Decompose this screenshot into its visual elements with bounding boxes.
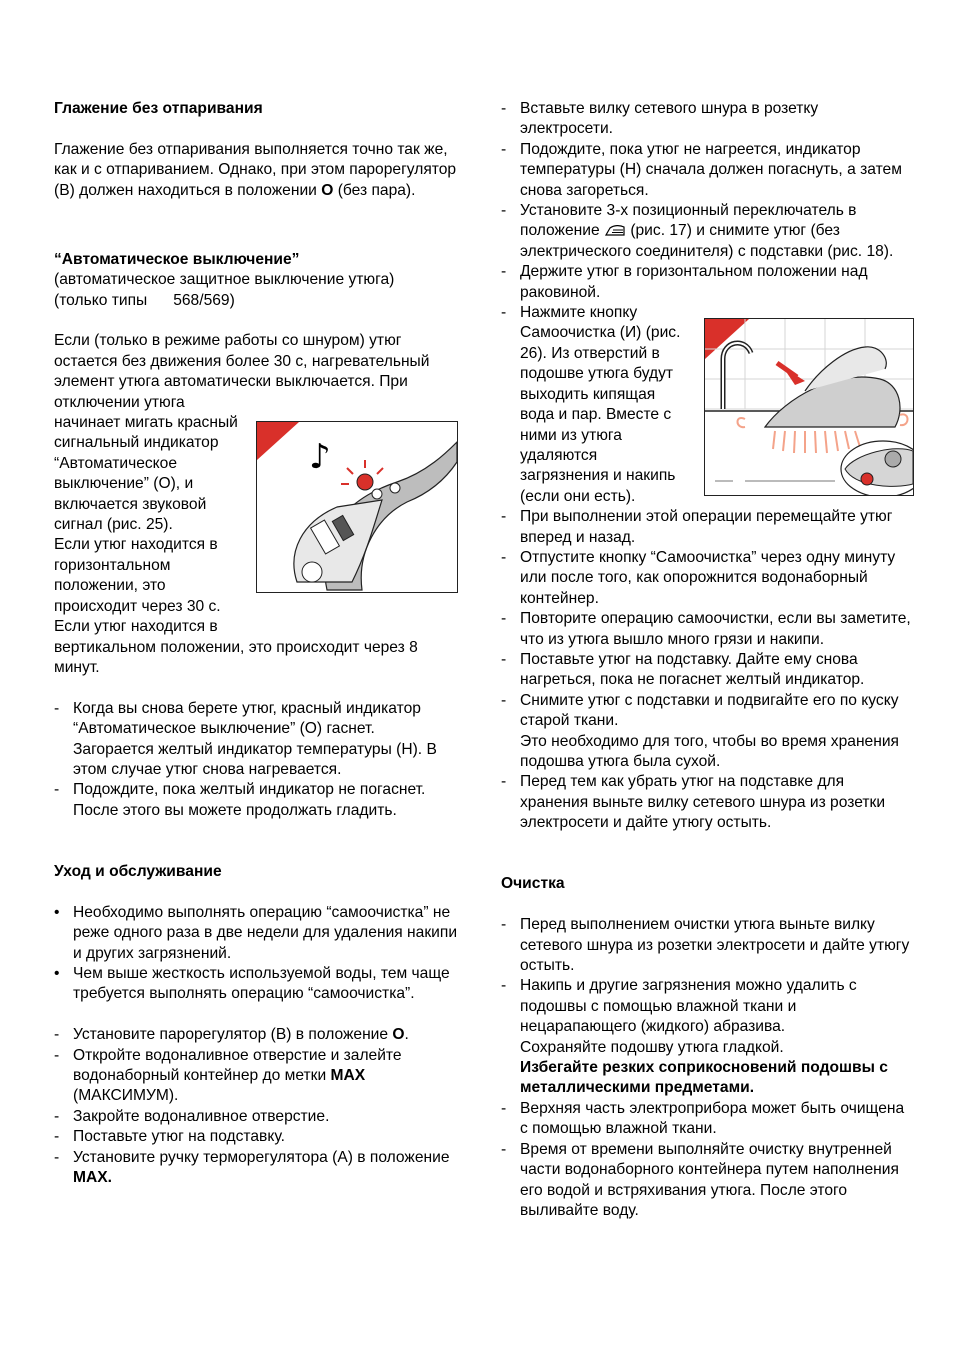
list-item: - Поставьте утюг на подставку. [54,1127,464,1147]
auto-off-types: (только типы 568/569) [54,291,235,309]
list-item: - Нажмите кнопку Самоочистка (И) (рис. 26). Из отверстий в подошве утюга будут выходить кипящая вода и пар. Вместе с ними из утюга удаляются загрязнения и накипь (если они есть). [501,303,911,507]
list-item: - Установите 3-х позиционный переключатель в положение (рис. 17) и снимите утюг (без электрического соединителя) с подставки (рис. 18). [501,201,911,262]
list-item: - Откройте водоналивное отверстие и залейте водонаборный контейнер до метки MAX (МАКСИМУМ). [54,1046,464,1107]
list-item: - Установите ручку терморегулятора (А) в положение MAX. [54,1148,464,1189]
auto-off-vertical: Если утюг находится в вертикальном положении, это происходит через 8 минут. [54,618,418,676]
list-item: - Время от времени выполняйте очистку внутренней части водонаборного контейнера путем наполнения его водой и встряхивания утюга. После этого выливайте воду. [501,1140,911,1222]
heading-auto-off: “Автоматическое выключение” [54,250,300,268]
heading-cleaning: Очистка [501,875,565,893]
list-item: • Чем выше жесткость используемой воды, тем чаще требуется выполнять операцию “самоочистка”. [54,964,464,1005]
iron-dry-icon [604,223,626,237]
list-item: - Отпустите кнопку “Самоочистка” через одну минуту или после того, как опорожнится водонаборный контейнер. [501,548,911,609]
auto-off-paragraph: Если (только в режиме работы со шнуром) утюг остается без движения более 30 с, нагревательный элемент утюга автоматически выключается. При отключении утюга начинает мигать красный сигнальный индикатор “Автоматическое выключение” (О), и включается звуковой сигнал (рис. 25). [54,331,464,535]
figure-26-self-clean [704,318,914,496]
list-item: - Верхняя часть электроприбора может быть очищена с помощью влажной ткани. [501,1099,911,1140]
list-item: - Повторите операцию самоочистки, если вы заметите, что из утюга вышло много грязи и накипи. [501,609,911,650]
list-item: - Перед выполнением очистки утюга выньте вилку сетевого шнура из розетки электросети и дайте утюгу остыть. [501,915,911,976]
list-item: - Подождите, пока желтый индикатор не погаснет. После этого вы можете продолжать гладить. [54,780,464,821]
figure-25-auto-off [256,421,458,593]
list-item: • Необходимо выполнять операцию “самоочистка” не реже одного раза в две недели для удаления накипи и других загрязнений. [54,903,464,964]
list-item: - Накипь и другие загрязнения можно удалить с подошвы с помощью влажной ткани и нецарапающего (жидкого) абразива. Сохраняйте подошву утюга гладкой. Избегайте резких соприкосновений подошвы с металлическими предметами. [501,976,911,1098]
list-item: - Поставьте утюг на подставку. Дайте ему снова нагреться, пока не погаснет желтый индикатор. [501,650,911,691]
heading-ironing-without-steam: Глажение без отпаривания [54,100,263,117]
list-item: - Подождите, пока утюг не нагреется, индикатор температуры (H) сначала должен погаснуть, а затем снова загореться. [501,140,911,201]
list-item: - Когда вы снова берете утюг, красный индикатор “Автоматическое выключение” (О) гаснет. Загорается желтый индикатор температуры (H). В этом случае утюг снова нагревается. [54,699,464,781]
list-item: - Снимите утюг с подставки и подвигайте его по куску старой ткани. Это необходимо для того, чтобы во время хранения подошва утюга была сухой. [501,691,911,773]
right-column [501,99,911,1221]
auto-off-horizontal: Если утюг находится в горизонтальном положении, это происходит через 30 с. [54,536,221,615]
paragraph-without-steam: Глажение без отпаривания выполняется точно так же, как и с отпариванием. Однако, при этом парорегулятор (В) должен находиться в положении O (без пара). [54,140,457,199]
list-item: - При выполнении этой операции перемещайте утюг вперед и назад. [501,507,911,548]
auto-off-subtitle: (автоматическое защитное выключение утюга) [54,271,395,289]
self-clean-steps [54,1025,464,1188]
left-column [54,99,464,1188]
heading-care: Уход и обслуживание [54,862,222,880]
care-bullets [54,903,464,1005]
music-note-icon: ♪ [309,437,331,477]
list-item: - Держите утюг в горизонтальном положении над раковиной. [501,262,911,303]
auto-off-steps [54,699,464,821]
list-item: - Перед тем как убрать утюг на подставке для хранения выньте вилку сетевого шнура из розетки электросети и дайте утюгу остыть. [501,772,911,833]
list-item: - Закройте водоналивное отверстие. [54,1107,464,1127]
list-item: - Вставьте вилку сетевого шнура в розетку электросети. [501,99,911,140]
list-item: - Установите парорегулятор (В) в положение O. [54,1025,464,1045]
cleaning-steps [501,915,911,1221]
